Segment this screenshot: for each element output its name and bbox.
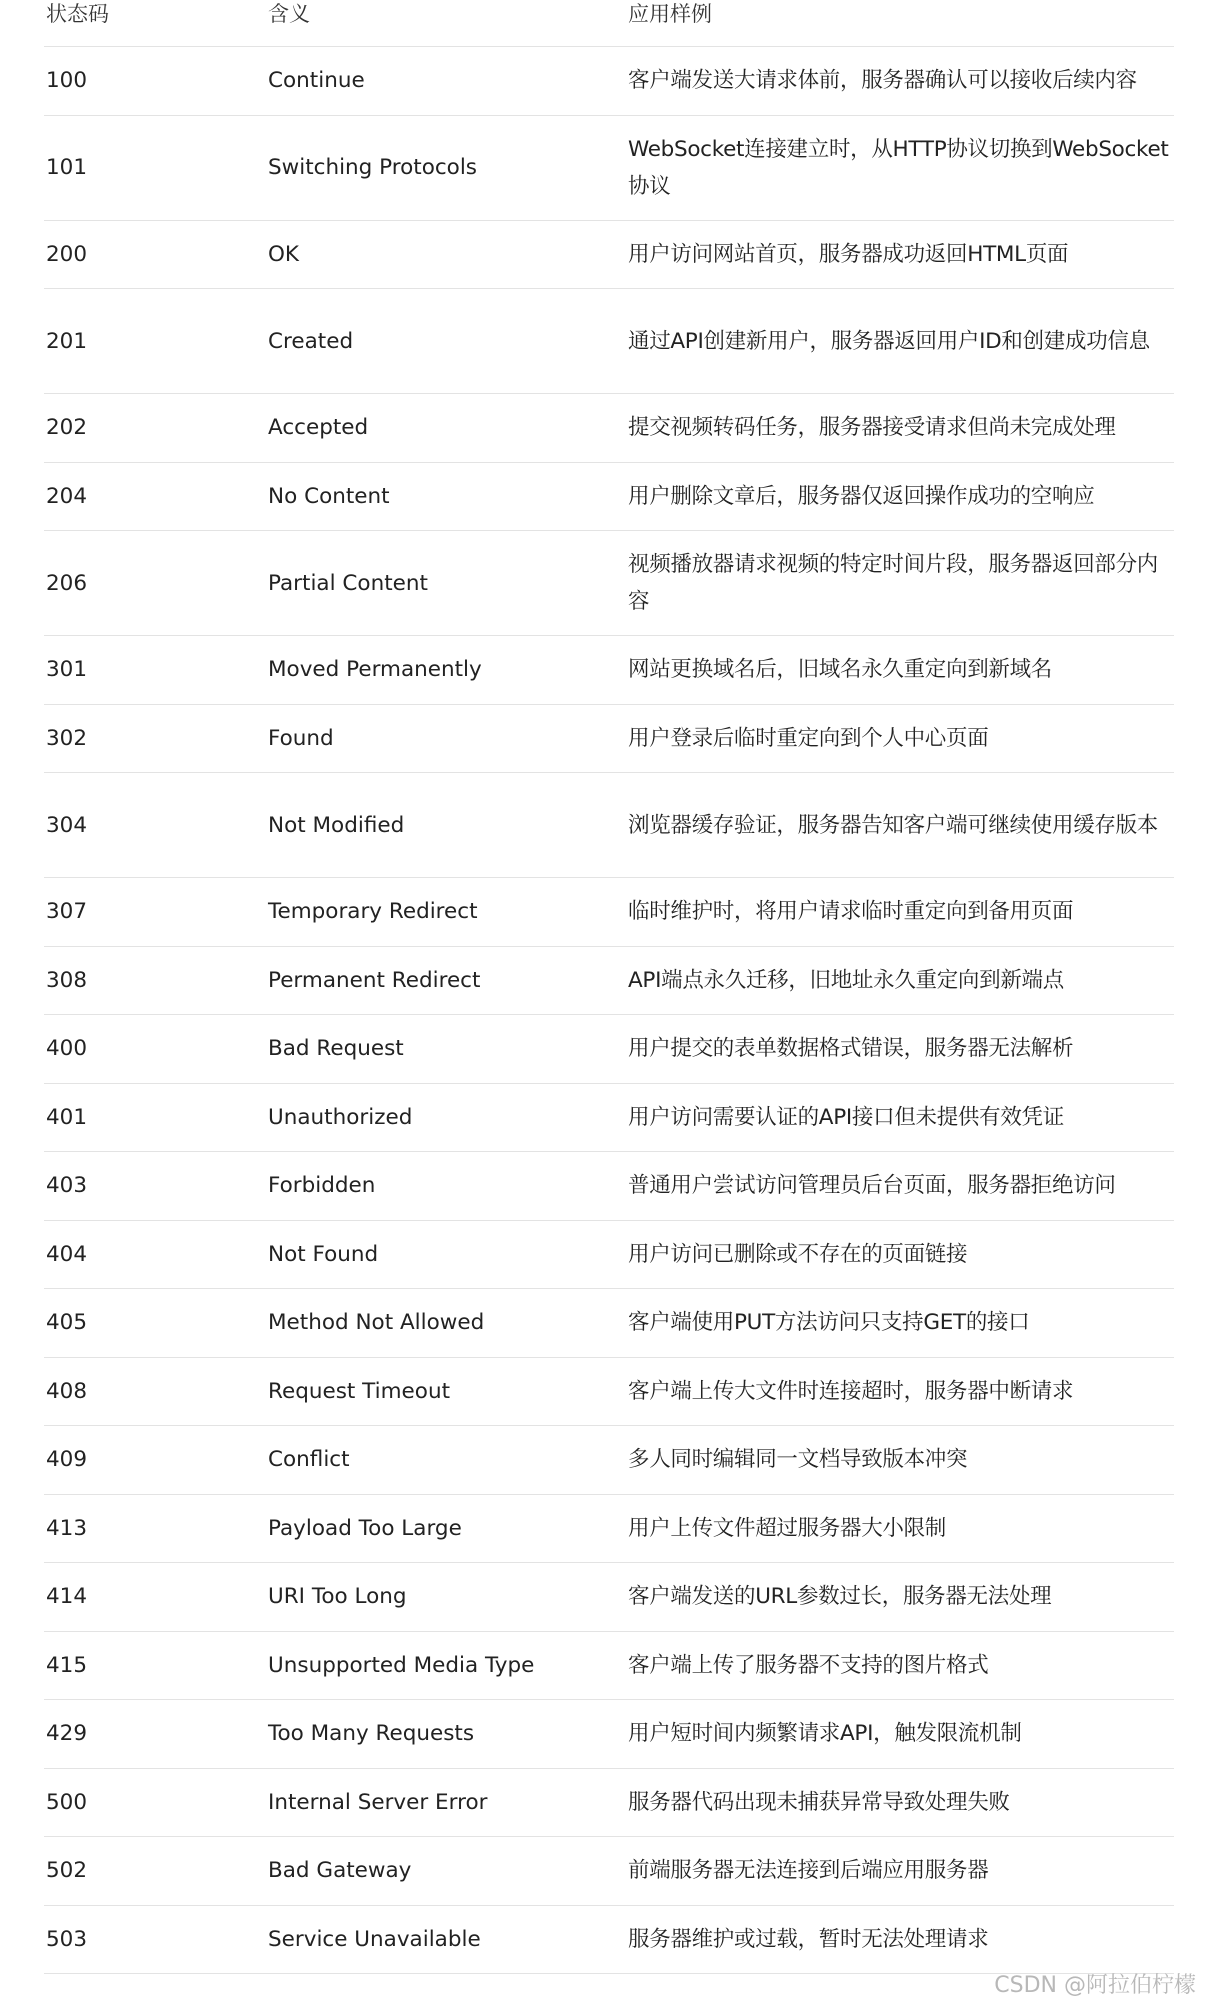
cell-meaning: Not Found	[266, 1220, 626, 1289]
cell-meaning: Conflict	[266, 1426, 626, 1495]
header-example: 应用样例	[626, 0, 1174, 47]
cell-code: 204	[44, 462, 266, 531]
table-row	[44, 1152, 1174, 1221]
cell-code: 409	[44, 1426, 266, 1495]
cell-example: 通过API创建新用户，服务器返回用户ID和创建成功信息	[626, 289, 1174, 394]
cell-meaning: Bad Gateway	[266, 1837, 626, 1906]
cell-example: 用户短时间内频繁请求API，触发限流机制	[626, 1700, 1174, 1769]
cell-code: 301	[44, 636, 266, 705]
table-row	[44, 1563, 1174, 1632]
cell-meaning: Moved Permanently	[266, 636, 626, 705]
cell-code: 405	[44, 1289, 266, 1358]
cell-meaning: Request Timeout	[266, 1357, 626, 1426]
table-row	[44, 636, 1174, 705]
cell-code: 206	[44, 531, 266, 636]
status-code-table	[44, 0, 1174, 1974]
cell-example: 普通用户尝试访问管理员后台页面，服务器拒绝访问	[626, 1152, 1174, 1221]
cell-meaning: OK	[266, 220, 626, 289]
table-row	[44, 1357, 1174, 1426]
cell-example: 服务器维护或过载，暂时无法处理请求	[626, 1905, 1174, 1974]
cell-example: 提交视频转码任务，服务器接受请求但尚未完成处理	[626, 394, 1174, 463]
cell-code: 304	[44, 773, 266, 878]
cell-example: API端点永久迁移，旧地址永久重定向到新端点	[626, 946, 1174, 1015]
cell-meaning: URI Too Long	[266, 1563, 626, 1632]
table-row	[44, 47, 1174, 116]
table-row	[44, 1015, 1174, 1084]
cell-code: 202	[44, 394, 266, 463]
table-row	[44, 1837, 1174, 1906]
table-row	[44, 1426, 1174, 1495]
cell-meaning: Payload Too Large	[266, 1494, 626, 1563]
table-row	[44, 1220, 1174, 1289]
cell-meaning: Too Many Requests	[266, 1700, 626, 1769]
table-row	[44, 1768, 1174, 1837]
table-row	[44, 115, 1174, 220]
table-row	[44, 220, 1174, 289]
cell-code: 403	[44, 1152, 266, 1221]
cell-example: 前端服务器无法连接到后端应用服务器	[626, 1837, 1174, 1906]
cell-meaning: Created	[266, 289, 626, 394]
cell-example: 客户端发送的URL参数过长，服务器无法处理	[626, 1563, 1174, 1632]
cell-meaning: No Content	[266, 462, 626, 531]
cell-example: 服务器代码出现未捕获异常导致处理失败	[626, 1768, 1174, 1837]
cell-code: 502	[44, 1837, 266, 1906]
table-row	[44, 773, 1174, 878]
cell-meaning: Service Unavailable	[266, 1905, 626, 1974]
cell-meaning: Permanent Redirect	[266, 946, 626, 1015]
cell-example: 客户端发送大请求体前，服务器确认可以接收后续内容	[626, 47, 1174, 116]
cell-code: 308	[44, 946, 266, 1015]
cell-meaning: Found	[266, 704, 626, 773]
cell-example: 浏览器缓存验证，服务器告知客户端可继续使用缓存版本	[626, 773, 1174, 878]
cell-example: 客户端使用PUT方法访问只支持GET的接口	[626, 1289, 1174, 1358]
table-row	[44, 1905, 1174, 1974]
table-row	[44, 946, 1174, 1015]
status-code-table-container	[44, 0, 1174, 1974]
cell-meaning: Bad Request	[266, 1015, 626, 1084]
header-status-code: 状态码	[44, 0, 266, 47]
cell-code: 429	[44, 1700, 266, 1769]
cell-example: 用户删除文章后，服务器仅返回操作成功的空响应	[626, 462, 1174, 531]
cell-meaning: Unauthorized	[266, 1083, 626, 1152]
cell-code: 200	[44, 220, 266, 289]
table-row	[44, 531, 1174, 636]
cell-example: 用户访问需要认证的API接口但未提供有效凭证	[626, 1083, 1174, 1152]
cell-code: 404	[44, 1220, 266, 1289]
cell-example: 网站更换域名后，旧域名永久重定向到新域名	[626, 636, 1174, 705]
cell-code: 307	[44, 878, 266, 947]
cell-example: 客户端上传了服务器不支持的图片格式	[626, 1631, 1174, 1700]
table-row	[44, 1494, 1174, 1563]
cell-code: 415	[44, 1631, 266, 1700]
cell-example: 用户访问已删除或不存在的页面链接	[626, 1220, 1174, 1289]
table-row	[44, 1289, 1174, 1358]
cell-meaning: Forbidden	[266, 1152, 626, 1221]
table-row	[44, 462, 1174, 531]
cell-example: 用户上传文件超过服务器大小限制	[626, 1494, 1174, 1563]
cell-meaning: Accepted	[266, 394, 626, 463]
cell-code: 100	[44, 47, 266, 116]
cell-code: 302	[44, 704, 266, 773]
table-row	[44, 1083, 1174, 1152]
cell-meaning: Method Not Allowed	[266, 1289, 626, 1358]
table-row	[44, 878, 1174, 947]
cell-code: 401	[44, 1083, 266, 1152]
cell-code: 500	[44, 1768, 266, 1837]
csdn-watermark: CSDN @阿拉伯柠檬	[994, 1973, 1196, 1998]
table-row	[44, 1631, 1174, 1700]
table-row	[44, 394, 1174, 463]
cell-example: 视频播放器请求视频的特定时间片段，服务器返回部分内容	[626, 531, 1174, 636]
table-row	[44, 289, 1174, 394]
cell-example: 客户端上传大文件时连接超时，服务器中断请求	[626, 1357, 1174, 1426]
cell-meaning: Not Modified	[266, 773, 626, 878]
cell-meaning: Switching Protocols	[266, 115, 626, 220]
cell-meaning: Temporary Redirect	[266, 878, 626, 947]
cell-code: 414	[44, 1563, 266, 1632]
cell-code: 503	[44, 1905, 266, 1974]
cell-example: 临时维护时，将用户请求临时重定向到备用页面	[626, 878, 1174, 947]
table-row	[44, 704, 1174, 773]
cell-code: 101	[44, 115, 266, 220]
cell-meaning: Partial Content	[266, 531, 626, 636]
cell-example: 多人同时编辑同一文档导致版本冲突	[626, 1426, 1174, 1495]
cell-meaning: Unsupported Media Type	[266, 1631, 626, 1700]
cell-example: 用户访问网站首页，服务器成功返回HTML页面	[626, 220, 1174, 289]
cell-example: 用户登录后临时重定向到个人中心页面	[626, 704, 1174, 773]
cell-meaning: Internal Server Error	[266, 1768, 626, 1837]
cell-code: 201	[44, 289, 266, 394]
cell-code: 400	[44, 1015, 266, 1084]
cell-code: 413	[44, 1494, 266, 1563]
cell-example: WebSocket连接建立时，从HTTP协议切换到WebSocket协议	[626, 115, 1174, 220]
header-meaning: 含义	[266, 0, 626, 47]
cell-meaning: Continue	[266, 47, 626, 116]
cell-code: 408	[44, 1357, 266, 1426]
cell-example: 用户提交的表单数据格式错误，服务器无法解析	[626, 1015, 1174, 1084]
table-header-row	[44, 0, 1174, 47]
table-row	[44, 1700, 1174, 1769]
